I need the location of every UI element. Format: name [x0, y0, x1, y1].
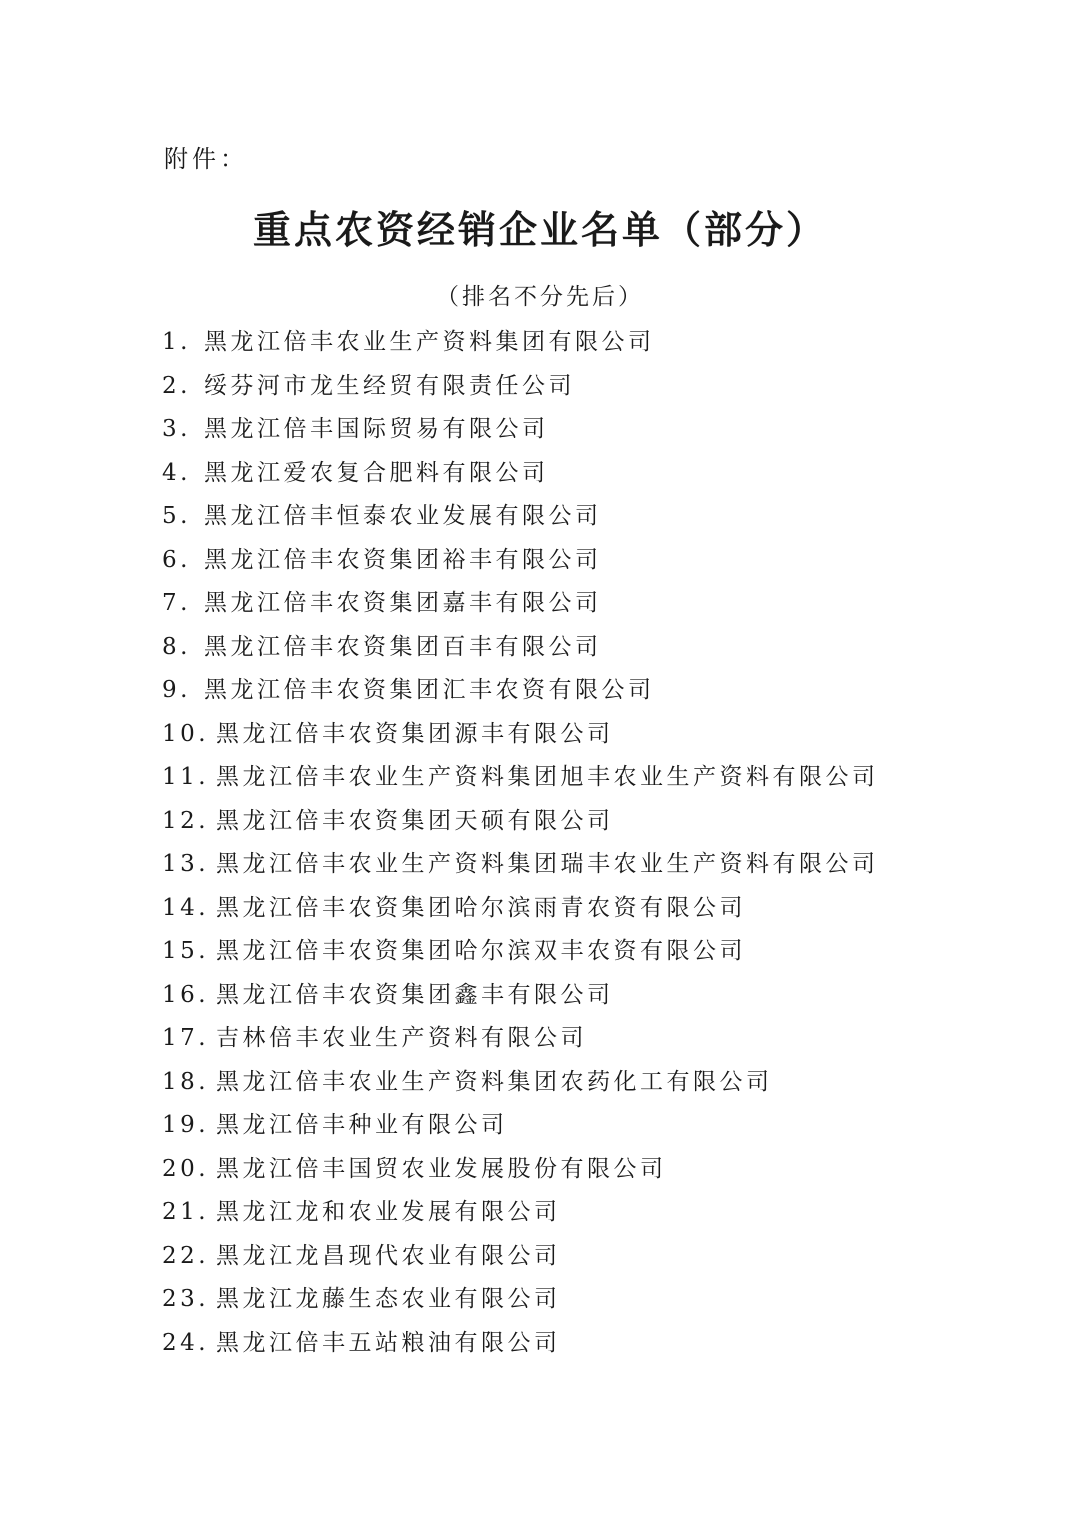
list-item-number: 9.	[162, 677, 191, 703]
list-item	[162, 759, 879, 803]
list-item	[162, 803, 879, 847]
company-name: 黑龙江倍丰农资集团源丰有限公司	[216, 720, 614, 747]
company-name: 黑龙江龙藤生态农业有限公司	[216, 1286, 561, 1312]
list-item-number: 1.	[162, 329, 191, 355]
list-item	[162, 324, 879, 368]
list-item	[162, 1064, 879, 1108]
company-name: 黑龙江倍丰农资集团百丰有限公司	[204, 633, 602, 660]
company-name: 黑龙江倍丰农资集团鑫丰有限公司	[216, 981, 614, 1008]
list-item	[162, 977, 879, 1021]
list-item	[162, 890, 879, 934]
attachment-label: 附件：	[164, 145, 248, 173]
list-item	[162, 411, 879, 455]
list-item-number: 18.	[162, 1068, 210, 1095]
list-item-number: 21.	[162, 1199, 210, 1225]
company-name: 黑龙江龙和农业发展有限公司	[216, 1199, 561, 1225]
list-item	[162, 672, 879, 716]
list-item-number: 4.	[162, 459, 191, 486]
list-item-number: 2.	[162, 372, 191, 399]
list-item	[162, 1325, 879, 1369]
list-item	[162, 585, 879, 629]
list-item	[162, 1020, 879, 1064]
company-name: 黑龙江倍丰恒泰农业发展有限公司	[204, 503, 602, 529]
list-item-number: 19.	[162, 1112, 210, 1138]
company-name: 黑龙江爱农复合肥料有限公司	[204, 459, 549, 486]
list-item-number: 7.	[162, 590, 191, 616]
list-item	[162, 368, 879, 412]
list-item-number: 6.	[162, 546, 191, 573]
list-item-number: 12.	[162, 807, 210, 834]
list-item-number: 22.	[162, 1242, 210, 1269]
list-item-number: 5.	[162, 503, 191, 529]
company-name: 黑龙江倍丰农资集团汇丰农资有限公司	[204, 677, 655, 703]
list-item	[162, 1238, 879, 1282]
company-name: 绥芬河市龙生经贸有限责任公司	[204, 372, 575, 399]
page-title: 重点农资经销企业名单（部分）	[252, 208, 827, 252]
list-item	[162, 455, 879, 499]
company-name: 黑龙江倍丰农资集团哈尔滨双丰农资有限公司	[216, 938, 746, 964]
list-item-number: 11.	[162, 764, 210, 790]
company-name: 黑龙江倍丰农资集团裕丰有限公司	[204, 546, 602, 573]
list-item-number: 24.	[162, 1329, 210, 1356]
list-item-number: 20.	[162, 1155, 210, 1182]
list-item-number: 16.	[162, 981, 210, 1008]
list-item	[162, 716, 879, 760]
company-name: 黑龙江倍丰种业有限公司	[216, 1112, 508, 1138]
company-name: 黑龙江倍丰五站粮油有限公司	[216, 1329, 561, 1356]
company-name: 黑龙江倍丰农资集团哈尔滨雨青农资有限公司	[216, 894, 746, 921]
page-subtitle: （排名不分先后）	[436, 284, 644, 310]
list-item	[162, 1151, 879, 1195]
list-item	[162, 1107, 879, 1151]
list-item-number: 15.	[162, 938, 210, 964]
list-item	[162, 542, 879, 586]
list-item	[162, 846, 879, 890]
company-name: 黑龙江倍丰农资集团天硕有限公司	[216, 807, 614, 834]
list-item-number: 3.	[162, 416, 191, 442]
company-name: 黑龙江倍丰国贸农业发展股份有限公司	[216, 1155, 667, 1182]
company-name: 黑龙江倍丰农业生产资料集团旭丰农业生产资料有限公司	[216, 764, 879, 790]
list-item-number: 14.	[162, 894, 210, 921]
company-name: 黑龙江龙昌现代农业有限公司	[216, 1242, 561, 1269]
list-item	[162, 498, 879, 542]
company-name: 黑龙江倍丰农业生产资料集团瑞丰农业生产资料有限公司	[216, 851, 879, 877]
company-name: 黑龙江倍丰国际贸易有限公司	[204, 416, 549, 442]
list-item	[162, 933, 879, 977]
list-item-number: 17.	[162, 1025, 210, 1051]
company-name: 黑龙江倍丰农资集团嘉丰有限公司	[204, 590, 602, 616]
list-item-number: 13.	[162, 851, 210, 877]
list-item	[162, 629, 879, 673]
list-item-number: 10.	[162, 720, 210, 747]
list-item-number: 8.	[162, 633, 191, 660]
company-name: 黑龙江倍丰农业生产资料集团农药化工有限公司	[216, 1068, 773, 1095]
company-name: 吉林倍丰农业生产资料有限公司	[216, 1025, 587, 1051]
list-item	[162, 1194, 879, 1238]
list-item-number: 23.	[162, 1286, 210, 1312]
list-item	[162, 1281, 879, 1325]
company-name: 黑龙江倍丰农业生产资料集团有限公司	[204, 329, 655, 355]
company-list	[162, 324, 879, 1368]
